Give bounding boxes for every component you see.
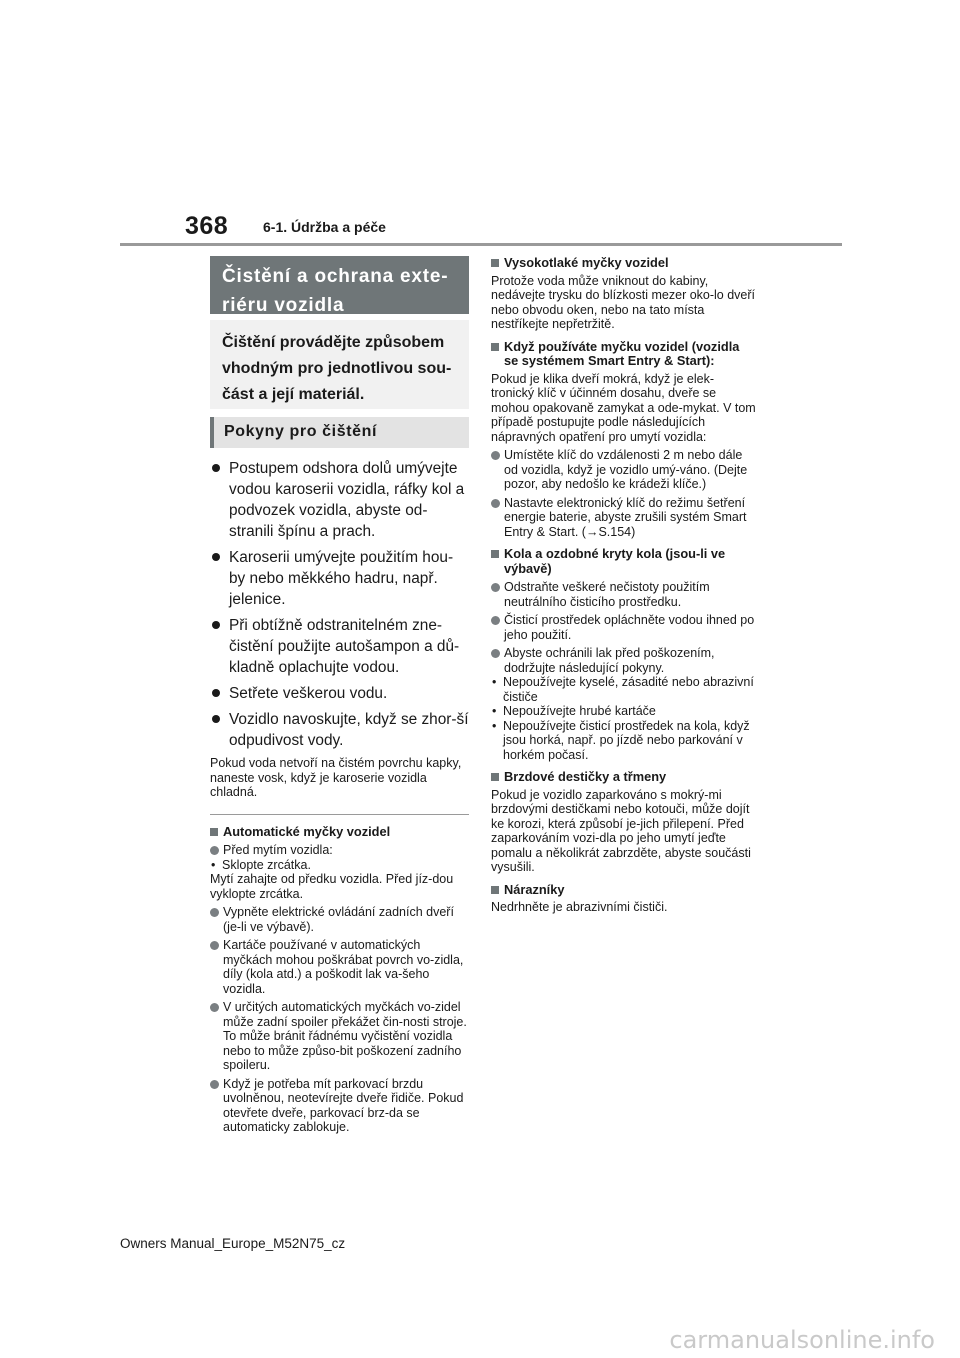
- smart-entry-text: Pokud je klika dveří mokrá, když je elek-tronický klíč v účinném dosahu, dveře se mohou opakovaně zamykat a ode-mykat. V tom případě postupujte podle následujících nápravných opatření pro umytí vozidla:: [491, 371, 756, 444]
- section-reference: 6-1. Údržba a péče: [263, 219, 386, 235]
- page-number: 368: [185, 212, 229, 240]
- section-title: Čistění a ochrana exte-riéru vozidla: [210, 256, 469, 314]
- sub-list-item: • Sklopte zrcátka.: [210, 858, 469, 873]
- brakes-heading: Brzdové destičky a třmeny: [491, 770, 756, 785]
- list-item: Před mytím vozidla:: [210, 843, 469, 858]
- sub-list-item: • Nepoužívejte čisticí prostředek na kola, když jsou horká, např. po jízdě nebo parkování v horkém počasí.: [491, 719, 756, 763]
- list-item: Vypněte elektrické ovládání zadních dveří (je-li ve výbavě).: [210, 905, 469, 934]
- high-pressure-heading: Vysokotlaké myčky vozidel: [491, 256, 756, 271]
- lead-paragraph: Čištění provádějte způsobem vhodným pro jednotlivou sou-část a její materiál.: [210, 320, 469, 409]
- header-rule: [120, 243, 842, 246]
- bumpers-heading: Nárazníky: [491, 883, 756, 898]
- list-item: Při obtížně odstranitelném zne-čistění použijte autošampon a dů-kladně oplachujte vodou.: [210, 615, 469, 678]
- list-item: Kartáče používané v automatických myčkách mohou poškrábat povrch vo-zidla, díly (kola atd.) a poškodit lak va-šeho vozidla.: [210, 938, 469, 996]
- list-item: Postupem odshora dolů umývejte vodou karoserii vozidla, ráfky kol a podvozek vozidla, abyste od-stranili špínu a prach.: [210, 458, 469, 542]
- subsection-title: Pokyny pro čištění: [210, 417, 469, 448]
- wheels-heading: Kola a ozdobné kryty kola (jsou-li ve výbavě): [491, 547, 756, 576]
- list-item: Nastavte elektronický klíč do režimu šetření energie baterie, abyste zrušili systém Smart Entry & Start. (→S.154): [491, 496, 756, 540]
- brakes-text: Pokud je vozidlo zaparkováno s mokrý-mi brzdovými destičkami nebo kotouči, může dojít ke korozi, která způsobí je-jich přilepení. Před zaparkováním vozi-dla po jeho umytí jeďte pomalu a několikrát zabrzděte, abyste součásti vysušili.: [491, 787, 751, 874]
- sub-list-item: • Nepoužívejte hrubé kartáče: [491, 704, 756, 719]
- list-item: Odstraňte veškeré nečistoty použitím neutrálního čisticího prostředku.: [491, 580, 756, 609]
- list-item: Karoserii umývejte použitím hou-by nebo měkkého hadru, např. jelenice.: [210, 547, 469, 610]
- list-item: Čisticí prostředek opláchněte vodou ihned po jeho použití.: [491, 613, 756, 642]
- sub-list-item: • Nepoužívejte kyselé, zásadité nebo abrazivní čističe: [491, 675, 756, 704]
- footer-text: Owners Manual_Europe_M52N75_cz: [120, 1236, 346, 1251]
- list-item: Abyste ochránili lak před poškozením, dodržujte následující pokyny.: [491, 646, 756, 675]
- list-item: Umístěte klíč do vzdálenosti 2 m nebo dále od vozidla, když je vozidlo umý-váno. (Dejte pozor, aby nedošlo ke krádeži klíče.): [491, 448, 756, 492]
- watermark: carmanualsonline.info: [669, 1326, 935, 1354]
- list-item: V určitých automatických myčkách vo-zidel může zadní spoiler překážet čin-nosti stroje. To může bránit řádnému vyčistění vozidla nebo to může způso-bit poškození zadního spoileru.: [210, 1000, 469, 1073]
- auto-wash-heading: Automatické myčky vozidel: [210, 825, 469, 840]
- smart-entry-heading: Když používáte myčku vozidel (vozidla se systémem Smart Entry & Start):: [491, 340, 756, 369]
- list-item: Když je potřeba mít parkovací brzdu uvolněnou, neotevírejte dveře řidiče. Pokud otevřete dveře, parkovací brz-da se automaticky zablokuje.: [210, 1077, 469, 1135]
- list-item: Vozidlo navoskujte, když se zhor-ší odpudivost vody.: [210, 709, 469, 751]
- auto-wash-paragraph: Mytí zahajte od předku vozidla. Před jíz-dou vyklopte zrcátka.: [210, 872, 454, 901]
- list-item: Setřete veškerou vodu.: [210, 683, 469, 704]
- bumpers-text: Nedrhněte je abrazivními čističi.: [491, 900, 668, 914]
- right-column: [491, 256, 756, 915]
- divider: [210, 814, 469, 815]
- left-column: [210, 256, 469, 1135]
- cleaning-steps-list: [210, 458, 469, 751]
- high-pressure-text: Protože voda může vniknout do kabiny, nedávejte trysku do blízkosti mezer oko-lo dveří nebo obvodu oken, nebo na tato místa nestříkejte nepřetržitě.: [491, 273, 756, 331]
- wax-note: Pokud voda netvoří na čistém povrchu kapky, naneste vosk, když je karoserie vozidla chladná.: [210, 756, 462, 799]
